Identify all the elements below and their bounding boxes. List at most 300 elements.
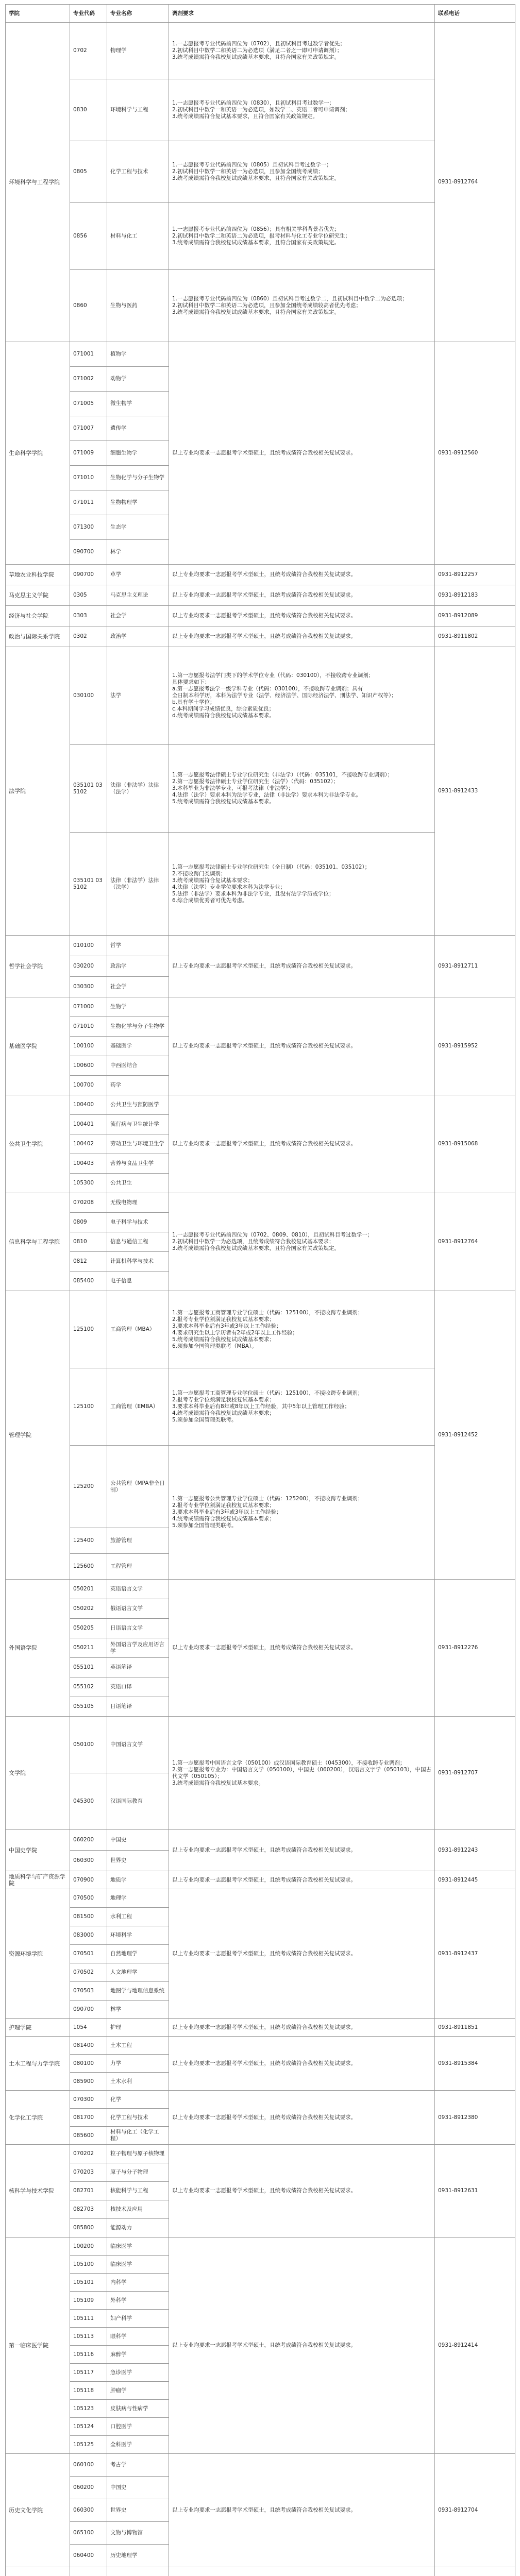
code-cell: 060200: [70, 1830, 107, 1851]
major-cell: 化学工程与技术: [107, 141, 169, 203]
major-cell: 日语笔译: [107, 1697, 169, 1717]
requirement-line: 3.统考成绩需符合复试基本要求，且符合国家有关政策规定。: [172, 113, 318, 120]
code-cell: 100600: [70, 1056, 107, 1076]
major-cell: 工程管理: [107, 1554, 169, 1580]
code-cell: 071009: [70, 441, 107, 466]
code-cell: 105118: [70, 2382, 107, 2400]
code-cell: 105113: [70, 2328, 107, 2346]
code-cell: 085400: [70, 1272, 107, 1291]
phone-cell: 0931-8912089: [435, 606, 515, 626]
requirement-line: c.本科期间学习成绩优良，综合素质优良；: [172, 706, 275, 712]
requirement-cell: [169, 1193, 435, 1291]
phone-cell: 0931-8911802: [435, 626, 515, 647]
requirement-cell: [169, 2454, 435, 2567]
phone-cell: 0931-8912707: [435, 1717, 515, 1830]
requirement-cell: [169, 1291, 435, 1368]
code-cell: 0305: [70, 585, 107, 606]
major-cell: 公共管理（MPA非全日制）: [107, 1446, 169, 1528]
code-cell: 050201: [70, 1580, 107, 1599]
major-cell: 外科学: [107, 2292, 169, 2310]
college-cell: 公共卫生学院: [6, 1095, 70, 1193]
requirement-line: 2.报考专业学位须满足我校复试基本要求；: [172, 1397, 275, 1403]
requirement-line: 1.第一志愿报考中国语言文学（050100）或汉语国际教育硕士（045300），不接收跨专业调剂；: [172, 1759, 406, 1766]
code-cell: 105124: [70, 2418, 107, 2436]
requirement-line: 6.须参加全国管理类联考（MBA）。: [172, 1343, 257, 1349]
requirement-line: 1.第一志愿报考法学门类下的学术学位专业（代码：030100），不接收跨专业调剂；: [172, 672, 374, 679]
code-cell: 0805: [70, 141, 107, 203]
requirement-line: 1.一志愿报考专业代码前四位为（0830），且初试科目考过数学一；: [172, 100, 334, 106]
requirement-cell: [169, 1580, 435, 1717]
table-row: [6, 2145, 515, 2163]
major-cell: 眼科学: [107, 2328, 169, 2346]
code-cell: 030200: [70, 956, 107, 977]
major-cell: 口腔医学: [107, 2418, 169, 2436]
requirement-line: 全日制本科学历，本科为法学专业（法学、经济法学、国际经济法学、刑法学、知识产权等）；: [172, 692, 397, 699]
requirement-line: 以上专业均要求一志愿报考学术型硕士，且统考成绩符合我校相关复试要求。: [172, 592, 356, 598]
major-cell: 社会学: [107, 606, 169, 626]
code-cell: 030300: [70, 977, 107, 997]
code-cell: 0702: [70, 23, 107, 79]
major-cell: 电子信息: [107, 1272, 169, 1291]
college-cell: 土木工程与力学学院: [6, 2037, 70, 2091]
requirement-line: 5.须参加全国管理类联考。: [172, 1522, 237, 1529]
requirement-line: 以上专业均要求一志愿报考学术型硕士，且统考成绩符合我校相关复试要求。: [172, 571, 356, 578]
college-cell: [6, 2567, 70, 2576]
code-cell: 100401: [70, 1115, 107, 1134]
phone-cell: 0931-8912437: [435, 1889, 515, 2019]
major-cell: 中国史: [107, 2477, 169, 2499]
requirement-line: 5.统考成绩需符合我校复试成绩基本要求。: [172, 799, 275, 805]
table-row: [6, 1291, 515, 1368]
table-row: [6, 342, 515, 367]
major-cell: 动物学: [107, 367, 169, 392]
requirement-cell: [169, 1368, 435, 1446]
requirement-line: 2.第一志愿报考专业为：中国语言文学（050100），中国史（060200），汉语言文字学（050103），中国古代文学（050105）；: [172, 1766, 432, 1780]
major-cell: 能源动力: [107, 2219, 169, 2238]
major-cell: 考古学: [107, 2454, 169, 2477]
major-cell: 电子科学与技术: [107, 1213, 169, 1232]
major-cell: 皮肤病与性病学: [107, 2400, 169, 2418]
table-row: [6, 1095, 515, 1115]
requirement-line: 3.统考成绩需符合我校复试成绩基本要求，且符合国家有关政策规定。: [172, 309, 340, 315]
requirement-line: 以上专业均要求一志愿报考学术型硕士，且统考成绩符合我校相关复试要求。: [172, 2024, 356, 2030]
code-cell: 105111: [70, 2310, 107, 2328]
major-cell: 法学: [107, 647, 169, 745]
major-cell: 麻醉学: [107, 2346, 169, 2364]
phone-cell: [435, 2567, 515, 2576]
major-cell: 法律（非法学）法律（法学）: [107, 745, 169, 833]
requirement-line: 以上专业均要求一志愿报考学术型硕士，且统考成绩符合我校相关复试要求。: [172, 633, 356, 639]
phone-cell: 0931-8912704: [435, 2454, 515, 2567]
code-cell: 071007: [70, 416, 107, 441]
phone-cell: 0931-8915384: [435, 2037, 515, 2091]
major-cell: 生物化学与分子生物学: [107, 1017, 169, 1037]
code-cell: 071002: [70, 367, 107, 392]
college-cell: 草地农业科技学院: [6, 565, 70, 585]
major-cell: 英语笔译: [107, 1658, 169, 1677]
requirement-line: 以上专业均要求一志愿报考学术型硕士，且统考成绩符合我校相关复试要求。: [172, 1847, 356, 1853]
phone-cell: 0931-8912380: [435, 2091, 515, 2145]
major-cell: 地理学: [107, 1889, 169, 1908]
requirement-line: 2.初试科目中数学二和英语二为必选项（满足二者之一即可申请调剂）；: [172, 47, 343, 54]
requirement-line: 3.统考成绩需符合我校复试成绩基本要求，且符合国家有关政策规定。: [172, 54, 340, 60]
requirement-line: 以上专业均要求一志愿报考学术型硕士，且统考成绩符合我校相关复试要求。: [172, 1141, 356, 1147]
requirement-line: 3.本科毕业为非法学专业，可报考法律（非法学）；: [172, 785, 294, 791]
header-code: 专业代码: [70, 5, 107, 23]
major-cell: 材料与化工: [107, 203, 169, 270]
major-cell: 历史地理学: [107, 2545, 169, 2567]
requirement-line: 以上专业均要求一志愿报考学术型硕士，且统考成绩符合我校相关复试要求。: [172, 613, 356, 619]
table-row: [6, 585, 515, 606]
major-cell: 日语语言文学: [107, 1619, 169, 1638]
phone-cell: 0931-8912183: [435, 585, 515, 606]
code-cell: 0809: [70, 1213, 107, 1232]
code-cell: 105117: [70, 2364, 107, 2382]
code-cell: 105109: [70, 2292, 107, 2310]
requirement-cell: [169, 342, 435, 565]
requirement-cell: [169, 141, 435, 203]
requirement-cell: [169, 2145, 435, 2238]
table-row: [6, 1889, 515, 1908]
college-cell: 马克思主义学院: [6, 585, 70, 606]
code-cell: 045300: [70, 1773, 107, 1830]
code-cell: 071010: [70, 1017, 107, 1037]
requirement-cell: [169, 936, 435, 997]
requirement-line: 以上专业均要求一志愿报考学术型硕士，且统考成绩符合我校相关复试要求。: [172, 2342, 356, 2348]
code-cell: 070502: [70, 1963, 107, 1982]
requirement-line: 4.统考成绩需符合我校复试成绩基本要求；: [172, 1410, 275, 1416]
requirement-line: 1.一志愿报考专业代码前四位为（0860）且初试科目考过数学二，且初试科目中数学二为必选项；: [172, 296, 408, 302]
code-cell: 0810: [70, 1232, 107, 1252]
table-row: [6, 2019, 515, 2037]
requirement-line: 4.法律（法学）专业学位要求本科为法学专业；: [172, 884, 286, 890]
requirement-line: 3.要求本科毕业后有3年或3年以上工作经验；: [172, 1323, 282, 1329]
requirement-line: 3.统考成绩需符合我校复试成绩基本要求，且符合国家有关政策规定。: [172, 240, 340, 246]
college-cell: 化学化工学院: [6, 2091, 70, 2145]
code-cell: 085900: [70, 2073, 107, 2091]
code-cell: 100403: [70, 1154, 107, 1174]
phone-cell: 0931-8912257: [435, 565, 515, 585]
major-cell: 草学: [107, 565, 169, 585]
college-cell: 基础医学院: [6, 997, 70, 1095]
code-cell: 0303: [70, 606, 107, 626]
requirement-cell: [169, 2091, 435, 2145]
code-cell: 125100: [70, 1368, 107, 1446]
phone-cell: 0931-8912764: [435, 23, 515, 342]
requirement-cell: [169, 1889, 435, 2019]
phone-cell: 0931-8915952: [435, 997, 515, 1095]
requirement-line: 1.第一志愿报考法律硕士专业学位研究生（全日制）（代码：035101、035102）；: [172, 863, 371, 870]
major-cell: 马克思主义理论: [107, 585, 169, 606]
code-cell: 105116: [70, 2346, 107, 2364]
major-cell: [107, 2567, 169, 2576]
requirement-line: 以上专业均要求一志愿报考学术型硕士，且统考成绩符合我校相关复试要求。: [172, 1950, 356, 1957]
requirement-cell: [169, 2037, 435, 2091]
code-cell: 083000: [70, 1926, 107, 1945]
code-cell: 0860: [70, 270, 107, 342]
requirement-line: 3.统考成绩需符合我校复试基本要求。: [172, 1780, 264, 1786]
code-cell: 090700: [70, 2001, 107, 2019]
major-cell: 生物化学与分子生物学: [107, 466, 169, 490]
major-cell: 微生物学: [107, 392, 169, 416]
table-row: [6, 997, 515, 1017]
code-cell: 100402: [70, 1134, 107, 1154]
requirement-line: 4.要求研究生以上学历者有2年或2年以上工作经验；: [172, 1329, 298, 1336]
requirement-line: 1.一志愿报考专业代码前四位为（0805）且初试科目考过数学一；: [172, 162, 332, 168]
code-cell: 065100: [70, 2522, 107, 2545]
major-cell: 林学: [107, 2001, 169, 2019]
college-cell: 核科学与技术学院: [6, 2145, 70, 2238]
phone-cell: 0931-8912631: [435, 2145, 515, 2238]
major-cell: 工商管理（EMBA）: [107, 1368, 169, 1446]
code-cell: 125200: [70, 1446, 107, 1528]
college-cell: 历史文化学院: [6, 2454, 70, 2567]
major-cell: 信息与通信工程: [107, 1232, 169, 1252]
major-cell: 物理学: [107, 23, 169, 79]
major-cell: 世界史: [107, 2499, 169, 2522]
major-cell: 原子与分子物理: [107, 2163, 169, 2182]
major-cell: 材料与化工（化学工程）: [107, 2127, 169, 2145]
code-cell: 070202: [70, 2145, 107, 2163]
major-cell: 急诊医学: [107, 2364, 169, 2382]
phone-cell: 0931-8912243: [435, 1830, 515, 1871]
code-cell: 050100: [70, 1717, 107, 1773]
code-cell: 105100: [70, 2256, 107, 2274]
major-cell: 核技术及应用: [107, 2200, 169, 2219]
requirement-line: 2.初试科目中数学一为必选项，且统考成绩符合我校复试基本要求；: [172, 1239, 334, 1245]
requirement-cell: [169, 626, 435, 647]
college-cell: 信息科学与工程学院: [6, 1193, 70, 1291]
requirement-line: 1.第一志愿报考法律硕士专业学位研究生（非法学）（代码：035101，不接收跨专业调剂）；: [172, 772, 393, 778]
phone-cell: 0931-8912445: [435, 1871, 515, 1889]
code-cell: 071011: [70, 490, 107, 515]
adjustment-table: [5, 4, 515, 2576]
major-cell: 遗传学: [107, 416, 169, 441]
requirement-line: 以上专业均要求一志愿报考学术型硕士，且统考成绩符合我校相关复试要求。: [172, 963, 356, 969]
major-cell: 汉语国际教育: [107, 1773, 169, 1830]
requirement-line: 以上专业均要求一志愿报考学术型硕士，且统考成绩符合我校相关复试要求。: [172, 1876, 356, 1883]
requirement-cell: [169, 833, 435, 936]
requirement-line: 2.初试科目中数学一和英语一为必选项，且参加全国统考成绩；: [172, 168, 324, 175]
code-cell: 105300: [70, 1174, 107, 1193]
table-row: [6, 2567, 515, 2576]
code-cell: 050211: [70, 1638, 107, 1658]
requirement-cell: [169, 606, 435, 626]
major-cell: 临床医学: [107, 2238, 169, 2256]
code-cell: 082701: [70, 2182, 107, 2200]
requirement-cell: [169, 1717, 435, 1830]
table-row: [6, 2091, 515, 2109]
requirement-line: 3.要求本科毕业后有8年或8年以上工作经验，其中5年以上管理工作经验；: [172, 1403, 350, 1410]
requirement-cell: [169, 2238, 435, 2454]
code-cell: 0302: [70, 626, 107, 647]
code-cell: 085600: [70, 2127, 107, 2145]
requirement-line: 以上专业均要求一志愿报考学术型硕士，且统考成绩符合我校相关复试要求。: [172, 2188, 356, 2194]
code-cell: 070208: [70, 1193, 107, 1213]
major-cell: 生物物理学: [107, 490, 169, 515]
phone-cell: 0931-8912764: [435, 1193, 515, 1291]
requirement-line: 6.综合成绩优秀者可优先考虑。: [172, 897, 248, 904]
requirement-cell: [169, 2567, 435, 2576]
college-cell: 法学院: [6, 647, 70, 936]
major-cell: 水利工程: [107, 1908, 169, 1926]
code-cell: 055102: [70, 1677, 107, 1697]
code-cell: 090700: [70, 540, 107, 565]
major-cell: 世界史: [107, 1851, 169, 1871]
phone-cell: 0931-8911851: [435, 2019, 515, 2037]
requirement-line: 4.法律（法学）要求本科为法学专业，法律（非法学）要求本科为非法学专业。: [172, 792, 362, 798]
major-cell: 植物学: [107, 342, 169, 367]
requirement-line: 5.须参加全国管理类联考。: [172, 1417, 237, 1423]
header-requirement: 调剂要求: [169, 5, 435, 23]
code-cell: 0812: [70, 1252, 107, 1272]
table-row: [6, 2037, 515, 2055]
college-cell: 生命科学学院: [6, 342, 70, 565]
table-row: [6, 647, 515, 745]
major-cell: 中国语言文学: [107, 1717, 169, 1773]
requirement-cell: [169, 585, 435, 606]
major-cell: 公共卫生: [107, 1174, 169, 1193]
code-cell: 060100: [70, 2454, 107, 2477]
college-cell: 政治与国际关系学院: [6, 626, 70, 647]
table-row: [6, 626, 515, 647]
major-cell: 中国史: [107, 1830, 169, 1851]
code-cell: 082703: [70, 2200, 107, 2219]
major-cell: 内科学: [107, 2274, 169, 2292]
major-cell: 细胞生物学: [107, 441, 169, 466]
requirement-cell: [169, 745, 435, 833]
code-cell: 060400: [70, 2545, 107, 2567]
major-cell: 土木水利: [107, 2073, 169, 2091]
requirement-line: 以上专业均要求一志愿报考学术型硕士，且统考成绩符合我校相关复试要求。: [172, 1645, 356, 1651]
major-cell: 外国语言学及应用语言学: [107, 1638, 169, 1658]
requirement-line: 2.初试科目中数学二和英语二为必选项，且参加全国统考成绩较高者优先考虑；: [172, 302, 362, 309]
code-cell: 070501: [70, 1945, 107, 1963]
code-cell: 070500: [70, 1889, 107, 1908]
major-cell: 林学: [107, 540, 169, 565]
code-cell: 070300: [70, 2091, 107, 2109]
table-row: [6, 2454, 515, 2477]
college-cell: 第一临床医学院: [6, 2238, 70, 2454]
code-cell: 070503: [70, 1982, 107, 2001]
major-cell: 哲学: [107, 936, 169, 956]
major-cell: 中西医结合: [107, 1056, 169, 1076]
major-cell: 英语语言文学: [107, 1580, 169, 1599]
college-cell: 文学院: [6, 1717, 70, 1830]
major-cell: 生物学: [107, 997, 169, 1017]
major-cell: 工商管理（MBA）: [107, 1291, 169, 1368]
table-row: [6, 23, 515, 79]
table-row: [6, 1193, 515, 1213]
code-cell: 081400: [70, 2037, 107, 2055]
major-cell: 计算机科学与技术: [107, 1252, 169, 1272]
requirement-line: 2.第一志愿报考法律硕士专业学位研究生（法学）（代码：035102）；: [172, 778, 339, 785]
code-cell: 060300: [70, 1851, 107, 1871]
requirement-cell: [169, 997, 435, 1095]
major-cell: 法律（非法学）法律（法学）: [107, 833, 169, 936]
table-row: [6, 2238, 515, 2256]
college-cell: 中国史学院: [6, 1830, 70, 1871]
code-cell: 100400: [70, 1095, 107, 1115]
major-cell: 肿瘤学: [107, 2382, 169, 2400]
table-row: [6, 936, 515, 956]
requirement-cell: [169, 1095, 435, 1193]
code-cell: 055101: [70, 1658, 107, 1677]
code-cell: 070203: [70, 2163, 107, 2182]
requirement-cell: [169, 270, 435, 342]
requirement-line: 以上专业均要求一志愿报考学术型硕士，且统考成绩符合我校相关复试要求。: [172, 450, 356, 456]
code-cell: 071300: [70, 515, 107, 540]
requirement-line: 1.第一志愿报考工商管理专业学位硕士（代码：125100），不接收跨专业调剂；: [172, 1309, 363, 1316]
phone-cell: 0931-8912276: [435, 1580, 515, 1717]
requirement-line: 3.统考成绩需符合我校复试成绩基本要求，且符合国家有关政策规定。: [172, 1245, 340, 1251]
major-cell: 政治学: [107, 956, 169, 977]
major-cell: 人文地理学: [107, 1963, 169, 1982]
code-cell: 010100: [70, 936, 107, 956]
requirement-line: 3.要求本科毕业后有3年或3年以上工作经验；: [172, 1509, 282, 1515]
table-row: [6, 565, 515, 585]
college-cell: 经济与社会学院: [6, 606, 70, 626]
major-cell: 核能科学与工程: [107, 2182, 169, 2200]
requirement-cell: [169, 1446, 435, 1580]
header-major: 专业名称: [107, 5, 169, 23]
code-cell: 071010: [70, 466, 107, 490]
major-cell: 环境科学与工程: [107, 79, 169, 141]
code-cell: 080100: [70, 2055, 107, 2073]
major-cell: 全科医学: [107, 2436, 169, 2454]
header-row: [6, 5, 515, 23]
major-cell: 粒子物理与原子核物理: [107, 2145, 169, 2163]
college-cell: 资源环境学院: [6, 1889, 70, 2019]
major-cell: 生态学: [107, 515, 169, 540]
code-cell: 105101: [70, 2274, 107, 2292]
code-cell: 090700: [70, 565, 107, 585]
phone-cell: 0931-8915068: [435, 1095, 515, 1193]
phone-cell: 0931-8912414: [435, 2238, 515, 2454]
code-cell: 050202: [70, 1599, 107, 1619]
code-cell: 035101 035102: [70, 833, 107, 936]
requirement-line: 1.第一志愿报考公共管理专业学位硕士（代码：125200），不接收跨专业调剂；: [172, 1496, 363, 1502]
requirement-line: 2.初试科目中数学二和英语二为必选项，报考材料与化工专业学位研究生；: [172, 233, 351, 239]
code-cell: 081500: [70, 1908, 107, 1926]
code-cell: 081700: [70, 2109, 107, 2127]
major-cell: 流行病与卫生统计学: [107, 1115, 169, 1134]
major-cell: 化学工程与技术: [107, 2109, 169, 2127]
code-cell: 035101 035102: [70, 745, 107, 833]
major-cell: 自然地理学: [107, 1945, 169, 1963]
requirement-line: 4.统考成绩需符合我校复试成绩基本要求；: [172, 1516, 275, 1522]
requirement-cell: [169, 565, 435, 585]
code-cell: [70, 2567, 107, 2576]
requirement-line: 以上专业均要求一志愿报考学术型硕士，且统考成绩符合我校相关复试要求。: [172, 1043, 356, 1049]
code-cell: 1054: [70, 2019, 107, 2037]
code-cell: 125600: [70, 1554, 107, 1580]
requirement-line: 2.报考专业学位须满足我校复试基本要求；: [172, 1316, 275, 1323]
requirement-cell: [169, 1830, 435, 1871]
requirement-line: b.具有学士学位；: [172, 699, 215, 705]
code-cell: 060300: [70, 2499, 107, 2522]
table-row: [6, 1830, 515, 1851]
phone-cell: 0931-8912433: [435, 647, 515, 936]
requirement-line: 1.一志愿报考专业代码前四位为（0702、0809、0810），且初试科目考过数学一；: [172, 1232, 373, 1238]
phone-cell: 0931-8912452: [435, 1291, 515, 1580]
requirement-line: 1.第一志愿报考工商管理专业学位硕士（代码：125100），不接收跨专业调剂；: [172, 1390, 363, 1396]
code-cell: 030100: [70, 647, 107, 745]
requirement-line: 以上专业均要求一志愿报考学术型硕士，且统考成绩符合我校相关复试要求。: [172, 2114, 356, 2121]
requirement-line: 1.一志愿报考专业代码前四位为（0702），且初试科目考过数学者优先；: [172, 41, 345, 47]
college-cell: 哲学社会学院: [6, 936, 70, 997]
major-cell: 社会学: [107, 977, 169, 997]
